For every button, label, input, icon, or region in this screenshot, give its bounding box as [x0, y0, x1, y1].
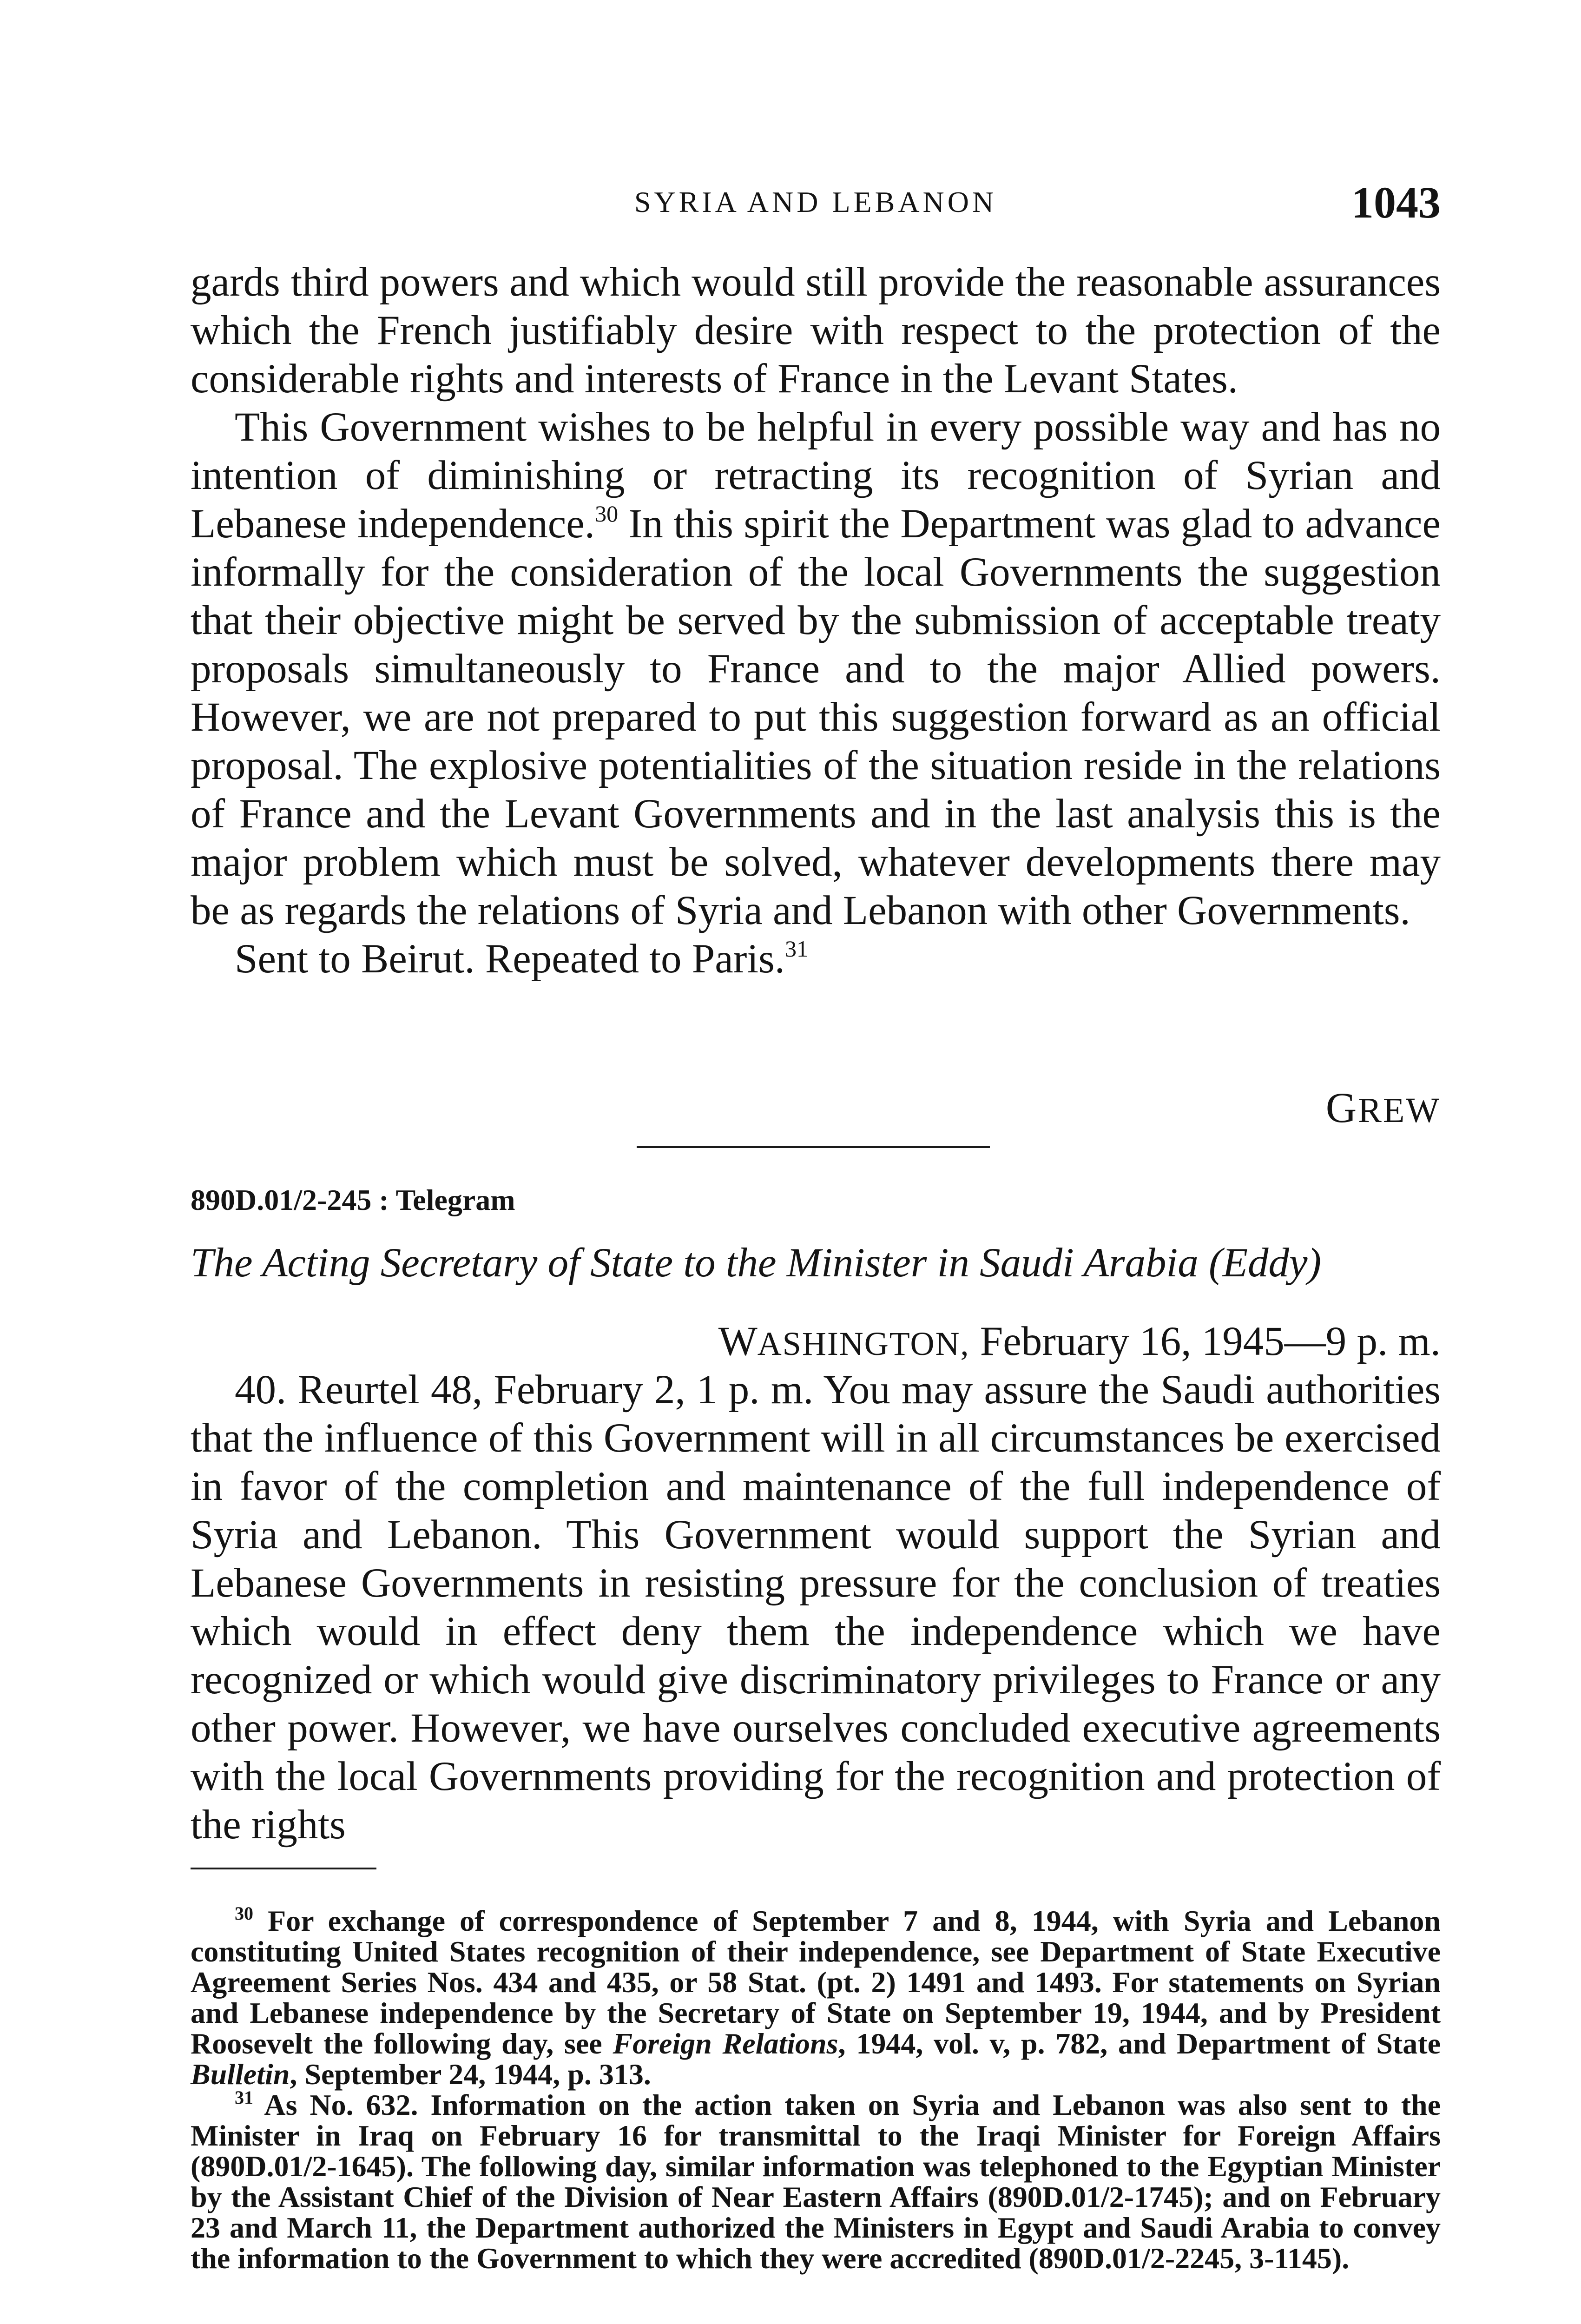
signature-block — [191, 1083, 1441, 1132]
dateline-block — [191, 1318, 1441, 1365]
footnote-30-marker: 30 — [235, 1903, 253, 1924]
footnote-31-marker: 31 — [235, 2087, 253, 2108]
footnotes — [191, 1903, 1441, 2275]
paragraph-2 — [191, 403, 1441, 935]
telegram-body: 40. Reurtel 48, February 2, 1 p. m. You may assure the Saudi authorities that the influence of this Government will in all circumstances be exercised in favor of the completion and maintenance of the full independence of Syria and Lebanon. This Government would support the Syrian and Lebanese Governments in resisting pressure for the conclusion of treaties which would in effect deny them the independence which we have recognized or which would give discriminatory privileges to France or any other power. However, we have ourselves concluded executive agreements with the local Governments providing for the recognition and protection of the rights — [191, 1367, 1441, 1848]
file-reference: 890D.01/2-245 : Telegram — [191, 1183, 515, 1216]
footnote-ref-30[interactable]: 30 — [595, 501, 619, 527]
page-number: 1043 — [1351, 178, 1441, 227]
publication-title: Foreign Relations — [613, 2027, 838, 2060]
paragraph-3 — [191, 935, 1441, 983]
footnote-31: $^{31}$ As No. 632. Information on the action taken on Syria and Lebanon was also sent to the Minister in Iraq on February 16 for transmittal to the Iraqi Minister for Foreign Affairs (890D.01/2-1645). The following day, similar information was telephoned to the Egyptian Minister by the Assistant Chief of the Division of Near Eastern Affairs (890D.01/2-1745); and on February 23 and March 11, the Department authorized the Ministers in Egypt and Saudi Arabia to convey the information to the Government to which they were accredited (890D.01/2-2245, 3-1145). — [191, 2087, 1441, 2275]
telegram-title: The Acting Secretary of State to the Minister in Saudi Arabia (Eddy) — [191, 1240, 1322, 1286]
telegram-header — [191, 1183, 1441, 1217]
running-title: SYRIA AND LEBANON — [634, 185, 997, 218]
footnote-ref-31[interactable]: 31 — [785, 936, 808, 962]
dateline: WASHINGTON, February 16, 1945—9 p. m. — [718, 1319, 1441, 1364]
paragraph-2-text-b: In this spirit the Department was glad to advance informally for the consideration of the local Governments the suggestion that their objective might be served by the submission of acceptable treaty proposals simultaneously to France and to the major Allied powers. However, we are not prepared to put this suggestion forward as an official proposal. The explosive potentialities of the situation reside in the relations of France and the Levant Governments and in the last analysis this is the major problem which must be solved, whatever developments there may be as regards the relations of Syria and Lebanon with other Governments. — [191, 501, 1441, 933]
paragraph-2-text-a: This Government wishes to be helpful in every possible way and has no intention of diminishing or retracting its recognition of Syrian and Lebanese independence. — [191, 404, 1441, 547]
footnote-30: $^{30}$ For exchange of correspondence of September 7 and 8, 1944, with Syria and Lebanon constituting United States recognition of their independence, see Department of State Executive Agreement Series Nos. 434 and 435, or 58 Stat. (pt. 2) 1491 and 1493. For statements on Syrian and Lebanese independence by the Secretary of State on September 19, 1944, and by President Roosevelt the following day, see Foreign Relations, 1944, vol. v, p. 782, and Department of State Bulletin, September 24, 1944, p. 313. — [191, 1903, 1441, 2091]
signature: GREW — [1325, 1084, 1441, 1131]
publication-title: Bulletin — [191, 2058, 290, 2091]
telegram-body-block — [191, 1366, 1441, 1849]
telegram-title-block — [191, 1239, 1441, 1287]
running-head — [191, 177, 1441, 232]
paragraph-1: gards third powers and which would still provide the reasonable assurances which the French justifiably desire with respect to the protection of the considerable rights and interests of France in the Levant States. — [191, 259, 1441, 402]
section-divider — [637, 1146, 990, 1148]
paragraph-3-text: Sent to Beirut. Repeated to Paris. — [235, 936, 785, 982]
footnote-divider — [191, 1868, 376, 1869]
continued-message — [191, 258, 1441, 983]
